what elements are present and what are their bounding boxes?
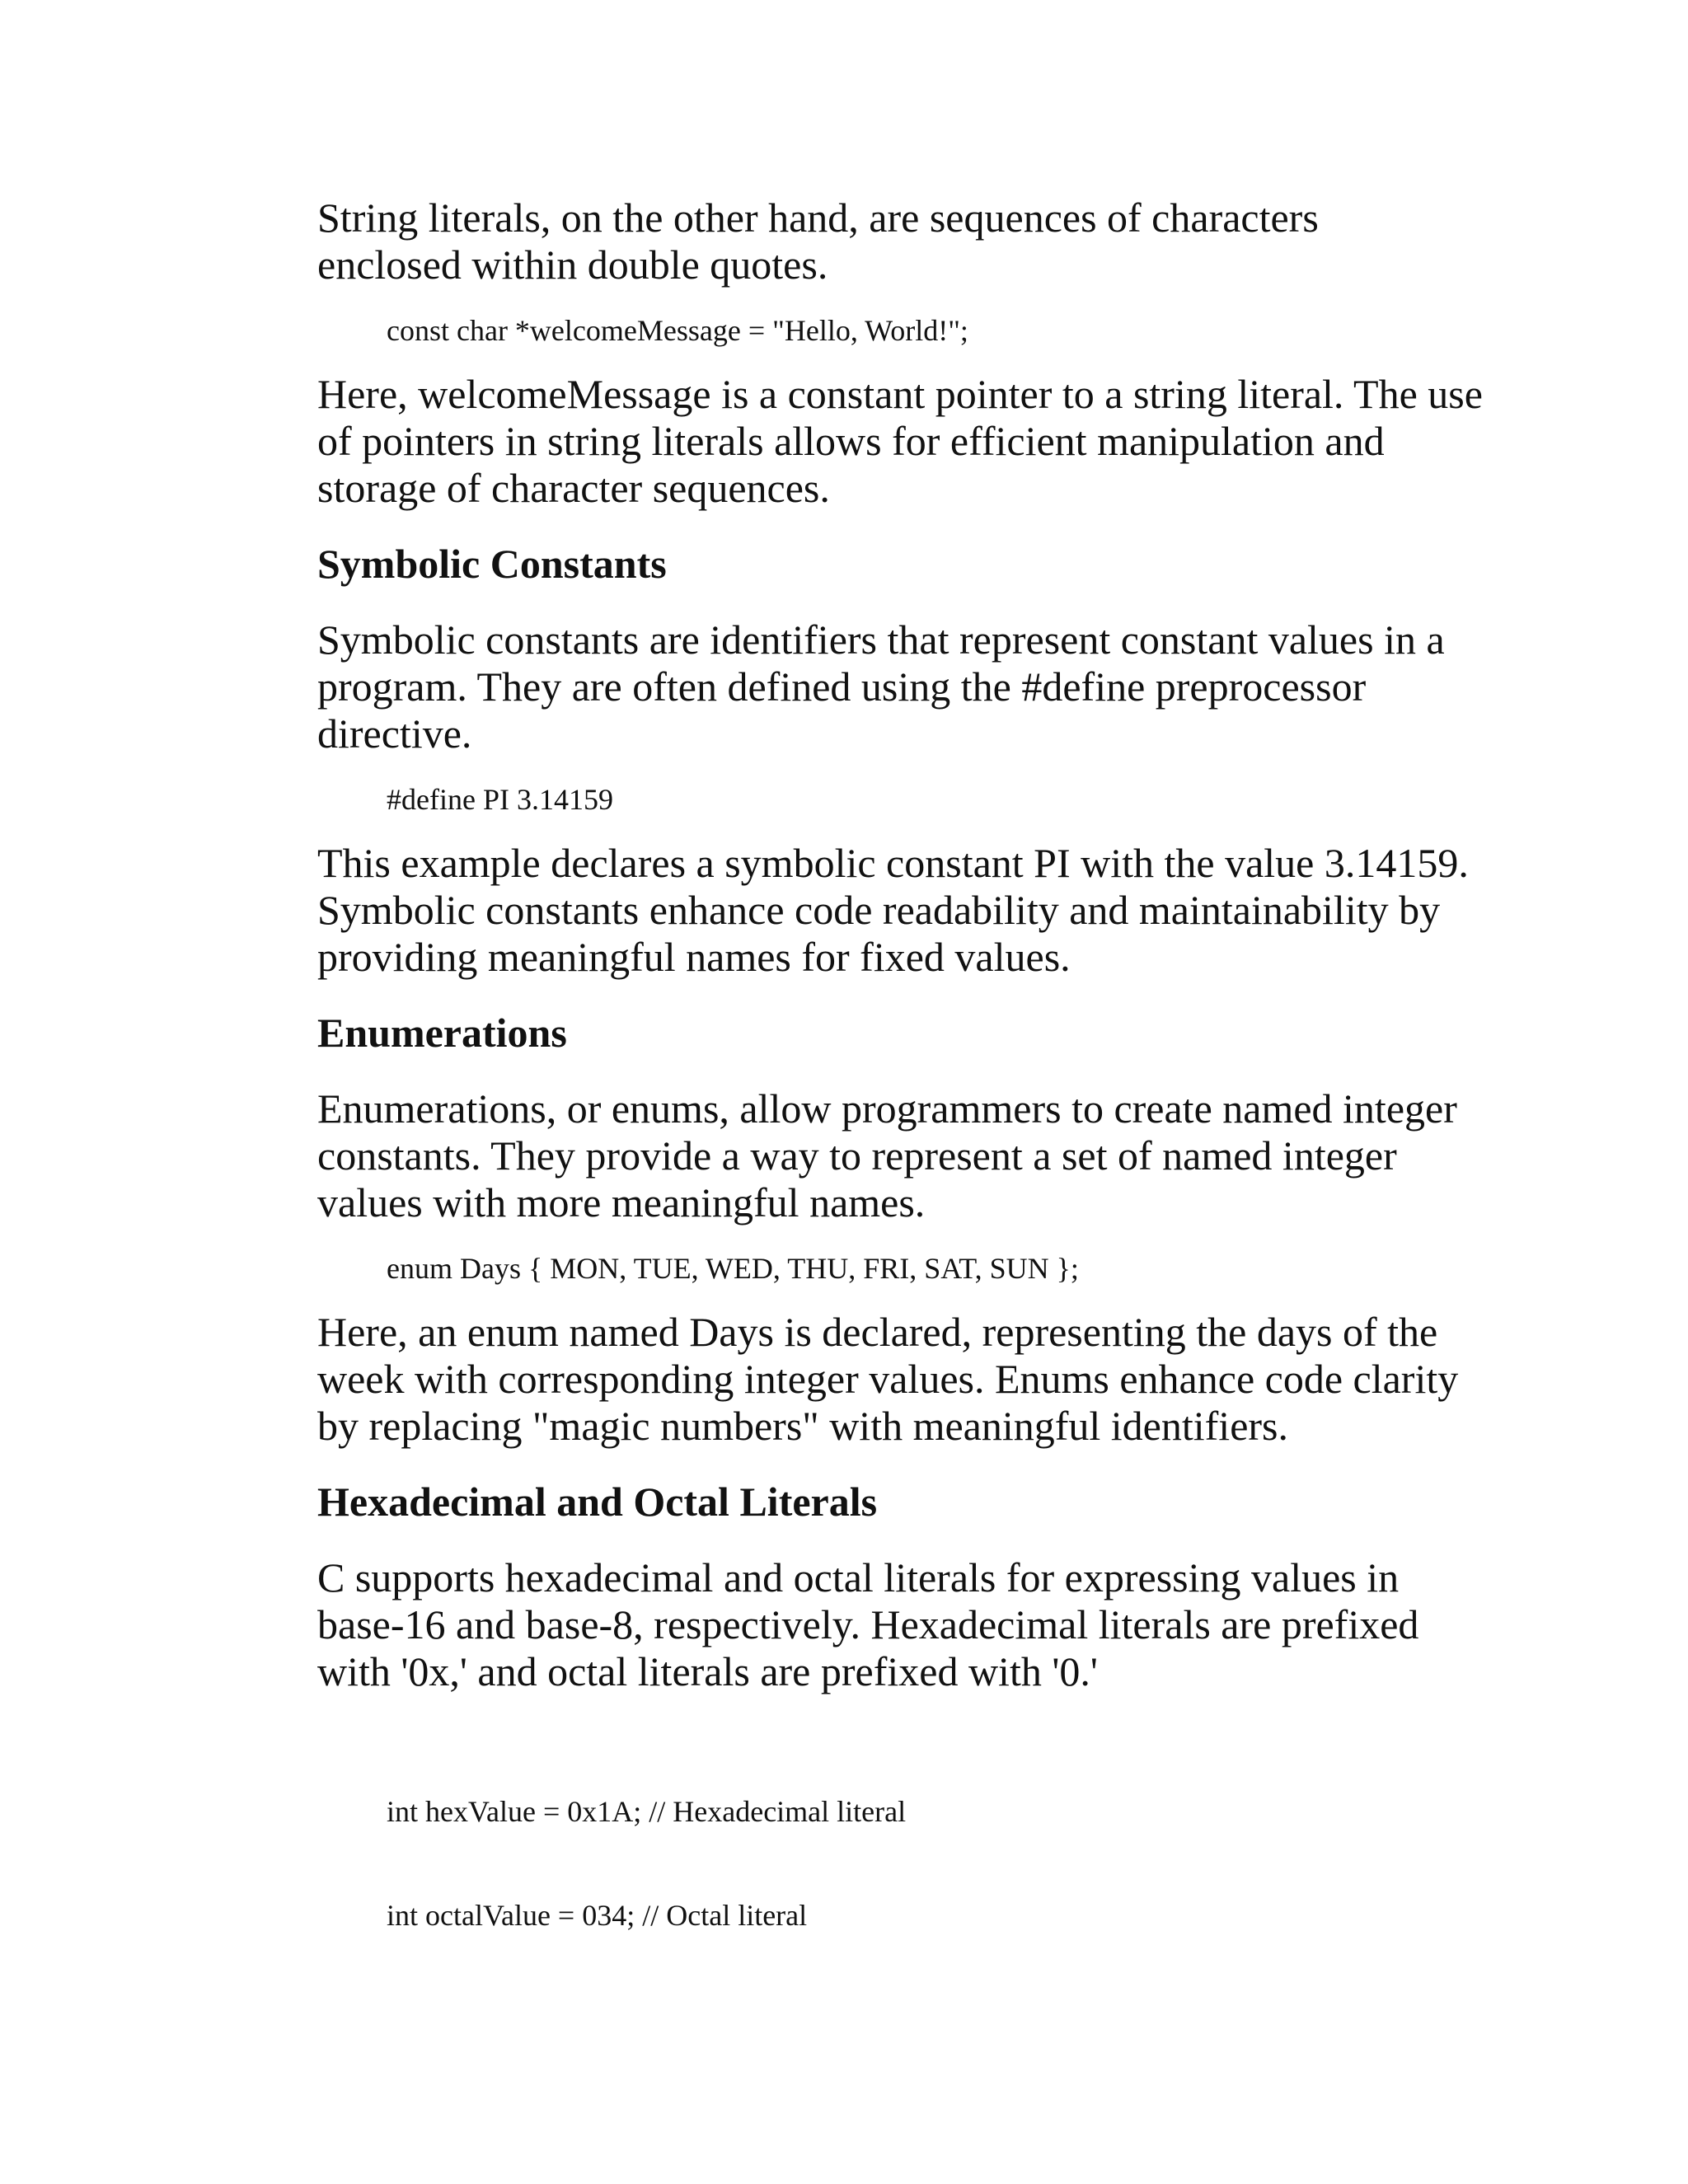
paragraph-welcome-explanation: Here, welcomeMessage is a constant pointer to a string literal. The use of pointers in string literals allows for efficient manipulation and storage of character sequences. bbox=[317, 371, 1483, 511]
paragraph-string-literals: String literals, on the other hand, are sequences of characters enclosed within double quotes. bbox=[317, 194, 1319, 288]
document-page bbox=[317, 194, 1488, 2002]
code-hex-value-line: int hexValue = 0x1A; // Hexadecimal literal bbox=[387, 1795, 907, 1828]
paragraph-define-explanation: This example declares a symbolic constant PI with the value 3.14159. Symbolic constants enhance code readability and maintainability by providing meaningful names for fixed values. bbox=[317, 840, 1469, 980]
code-octal-value-line: int octalValue = 034; // Octal literal bbox=[387, 1899, 808, 1932]
heading-symbolic-constants: Symbolic Constants bbox=[317, 541, 667, 587]
heading-enumerations: Enumerations bbox=[317, 1010, 567, 1056]
code-define-pi: #define PI 3.14159 bbox=[387, 783, 613, 816]
paragraph-enumerations: Enumerations, or enums, allow programmers to create named integer constants. They provide a way to represent a set of named integer values with more meaningful names. bbox=[317, 1085, 1457, 1226]
heading-hex-octal-literals: Hexadecimal and Octal Literals bbox=[317, 1479, 878, 1525]
paragraph-enum-explanation: Here, an enum named Days is declared, representing the days of the week with corresponding integer values. Enums enhance code clarity by replacing "magic numbers" with meaningful identifiers. bbox=[317, 1309, 1459, 1449]
paragraph-symbolic-constants: Symbolic constants are identifiers that represent constant values in a program. They are often defined using the #define preprocessor directive. bbox=[317, 616, 1445, 757]
code-hex-octal-block bbox=[317, 1725, 1488, 2002]
code-enum-days: enum Days { MON, TUE, WED, THU, FRI, SAT, SUN }; bbox=[387, 1252, 1079, 1285]
code-welcome-message: const char *welcomeMessage = "Hello, World!"; bbox=[387, 314, 968, 347]
paragraph-hex-octal: C supports hexadecimal and octal literals for expressing values in base-16 and base-8, respectively. Hexadecimal literals are prefixed with '0x,' and octal literals are prefixed with '0.' bbox=[317, 1554, 1419, 1694]
